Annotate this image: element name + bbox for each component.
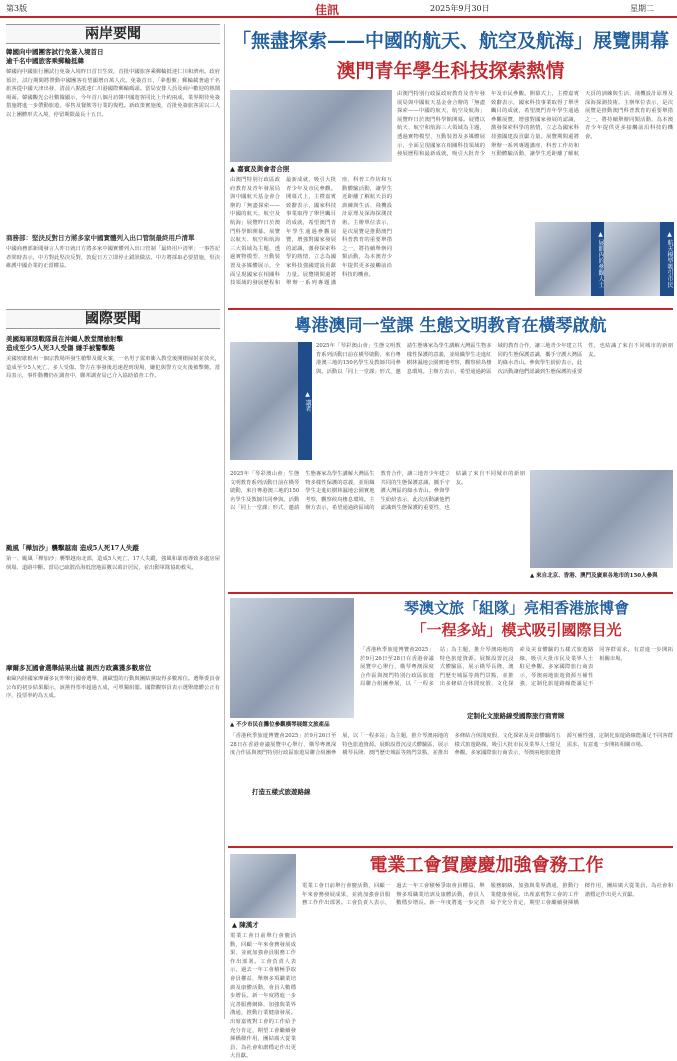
main3-subhead-2: 定制化文旅路線受國際旅行商青睞: [467, 712, 565, 720]
masthead: 佳訊: [315, 3, 340, 17]
main1-article-left: 由澳門特別行政區政府教育及青年發展局與中國航天基金會合辦的「無盡探索——中國的航天、航空及航海」展覽昨日於澳門科學館開幕。展覽以航天、航空和航海三大領域為主題，透過實物模型、互動裝置及多媒體展示，全面呈現國家在相關科技領域的發展歷程和最新成就，吸引大批青少年及市民參觀。開幕式上，主禮嘉賓致辭表示，國家科技事業取得了舉世矚目的成就，希望澳門青年學生通過參觀展覽，增強對國家發展的認識，激發探索科學的熱情，立志為國家科技強國建設貢獻力量。展覽期間還將舉辦一系列專題講座、科普工作坊和互動體驗活動，讓學生近距離了解航天員的訓練與生活、飛機設計原理及深海探測技術。主辦單位表示，是次展覽是推動澳門科普教育的重要舉措之一，將持續舉辦同類活動，為本澳青少年提供更多接觸前沿科技的機會。: [230, 177, 392, 287]
main1-photo-2: [535, 222, 591, 296]
main1-subtitle: 澳門青年學生科技探索熱情: [336, 60, 565, 82]
main3-photo-caption: ▲ 不少市民在攤位參觀橫琴展館文旅產品: [230, 722, 330, 728]
article-moldova: 東歐內陸國家摩爾多瓦昨舉行國會選舉，親歐盟的行動與團結黨取得多數席位。選舉委員會公布的初步結果顯示，該黨得票率超過五成，可單獨組閣。國際觀察員表示選舉總體公正有序，投票率約為五成。: [6, 676, 220, 700]
headline-commerce: 商務部：堅決反對日方將多家中國實體列入出口管制最終用戶清單: [6, 234, 195, 242]
column-divider: [224, 24, 225, 1019]
article-commerce: 中國商務部新聞發言人昨日就日方將多家中國實體列入出口管制「最終用戶清單」一事答記者問時表示，中方對此堅決反對，敦促日方立即停止錯誤做法。中方將採取必要措施，堅決維護中國企業的正當權益。: [6, 246, 220, 270]
subheadline-shooting: 造成至少5人死3人受傷 嫌手被警擊斃: [6, 344, 115, 352]
headline-moldova: 摩爾多瓦國會選舉結果出爐 親西方政黨獲多數席位: [6, 664, 152, 672]
main4-article-right: 電業工會日前舉行會慶活動，回顧一年來會務發展成果，並就加強會員服務工作作出部署。工會負責人表示，過去一年工會積極爭取會員權益，舉辦多項職業培訓及康體活動，會員人數穩步增長。新一年度將進一步完善服務網絡，加強與業界溝通，推動行業健康發展。出席嘉賓對工會的工作給予充分肯定，期望工會繼續發揮橋樑作用，團結廣大從業員，為社會和諧穩定作出更大貢獻。: [302, 883, 673, 907]
divider-2: [228, 592, 673, 594]
section-title-cross-strait: 兩岸要聞: [6, 24, 220, 44]
article-korea-visa: 韓國向中國旅行團試行免簽入境昨日首日生效，首批中國旅客乘郵輪抵達仁川和濟州。政府預計，試行期間將帶動中國團客有望顯增百萬人次。免簽首日，「夢想號」郵輪載著逾千名旅客從中國天津出發，清晨八點抵達仁川港國際郵輪碼頭。當局安排人員及商戶歡迎的熱鬧場面。韓國觀光公社數據顯示，今年首八個月訪韓中國遊客同比上升約兩成，業界期待免簽措施將進一步帶動旅遊、零售及餐飲等行業的復甦。新政策實施後，首批免簽旅客需以三人以上團體形式入境，停留期限最長十五日。: [6, 69, 220, 118]
main1-vertical-caption-2: ▲ 航天模型吸引市民: [660, 222, 674, 296]
main3-article-right: 「香港秋季旅遊博覽會2025」於9月26日至28日在香港會議展覽中心舉行，橫琴粵澳深度合作區與澳門特別行政區旅遊局聯合組團參展，以「一程多站」為主題，推介琴澳兩地的特色旅遊資源。展館設置沉浸式體驗區，展示橫琴長隆、澳門歷史城區等熱門景點，並推出多條結合休閒度假、文化探索及美食體驗的五樣式旅遊路線，吸引大批市民及業界人士駐足參觀。多家國際旅行商表示，琴澳兩地旅遊資源互補性強，定制化旅遊路線能滿足不同客群需求，有意進一步開拓相關市場。: [360, 647, 673, 688]
section-title-international: 國際要聞: [6, 309, 220, 329]
main3-title: 琴澳文旅「組隊」亮相香港旅博會: [403, 599, 629, 617]
main3-subtitle: 「一程多站」模式吸引國際目光: [411, 621, 622, 639]
main3-booth-photo: [230, 598, 354, 718]
main2-group-photo: [530, 470, 673, 568]
main1-group-photo: [230, 90, 392, 162]
main2-photo-caption: ▲ 來自北京、香港、澳門及廣東各地市的150人參與: [530, 573, 658, 579]
main4-portrait-photo: [230, 854, 296, 918]
divider-3: [228, 846, 673, 848]
main4-photo-caption: ▲ 陳漢才: [232, 921, 259, 929]
main2-article-bottom: 2025年「琴彩澳山會」生態文明教育系列活動日前在橫琴啟動，來自粵港澳三地的150名學生及教師共同參與。活動以「同上一堂課」形式，邀請生態專家為學生講解大灣區生物多樣性保護的意義，並組織學生走進紅樹林濕地公園實地考察，觀察候鳥棲息環境。主辦方表示，希望通過跨區域的教育合作，讓三地青少年建立共同的生態保護意識，攜手守護大灣區的綠水青山。參與學生紛紛表示，此次活動讓他們認識到生態保護的重要性，也結識了來自不同城市的新朋友。: [230, 471, 525, 512]
subheadline-korea-visa: 逾千名中國旅客乘郵輪抵韓: [6, 57, 84, 65]
page-header: [0, 0, 677, 18]
article-shooting: 美國密歇根州一個宗教場所發生槍擊及縱火案，一名男子駕車衝入教堂後開槍掃射並放火，造成至少5人死亡、多人受傷。警方在事發後迅速趕到現場，嫌犯與警方交火後被擊斃。當局表示，事件動機仍在調查中，聯邦調查局已介入協助偵查工作。: [6, 356, 220, 380]
left-sidebar: [6, 24, 220, 1019]
main3-article-bottom: 「香港秋季旅遊博覽會2025」於9月26日至28日在香港會議展覽中心舉行，橫琴粵澳深度合作區與澳門特別行政區旅遊局聯合組團參展，以「一程多站」為主題，推介琴澳兩地的特色旅遊資源。展館設置沉浸式體驗區，展示橫琴長隆、澳門歷史城區等熱門景點，並推出多條結合休閒度假、文化探索及美食體驗的五樣式旅遊路線，吸引大批市民及業界人士駐足參觀。多家國際旅行商表示，琴澳兩地旅遊資源互補性強，定制化旅遊路線能滿足不同客群需求，有意進一步開拓相關市場。: [230, 733, 673, 757]
main3-subhead-1: 打造五樣式旅遊路線: [252, 788, 311, 796]
main4-title: 電業工會賀慶慶加強會務工作: [369, 855, 604, 876]
article-typhoon: 第一、颱風「樺加沙」襲擊越南北部，造成5人死亡、17人失蹤，強風和暴雨導致多處房屋倒塌、道路中斷。當局已疏散沿海低窪地區數以萬計居民，並出動軍隊協助救災。: [6, 556, 220, 571]
headline-shooting: 美國海軍陸戰隊員在沖繩人教堂鬧槍射擊: [6, 335, 123, 343]
headline-korea-visa: 韓國向中國團客試行免簽入境首日: [6, 48, 104, 56]
headline-typhoon: 颱風「樺加沙」襲擊越南 造成5人死17人失蹤: [6, 544, 139, 552]
main1-photo-3: [604, 222, 660, 296]
main2-title: 粵港澳同一堂課 生態文明教育在橫琴啟航: [294, 316, 607, 336]
page-number: 第3版: [6, 4, 28, 13]
main2-vertical-caption: ▲ 講者: [298, 342, 312, 460]
weekday: 星期二: [630, 4, 654, 13]
divider-1: [228, 308, 673, 310]
issue-date: 2025年9月30日: [430, 4, 490, 13]
main1-title: 「無盡探索——中國的航天、航空及航海」展覽開幕: [231, 30, 669, 52]
main4-article-left: 電業工會日前舉行會慶活動，回顧一年來會務發展成果，並就加強會員服務工作作出部署。工會負責人表示，過去一年工會積極爭取會員權益，舉辦多項職業培訓及康體活動，會員人數穩步增長。新一年度將進一步完善服務網絡，加強與業界溝通，推動行業健康發展。出席嘉賓對工會的工作給予充分肯定，期望工會繼續發揮橋樑作用，團結廣大從業員，為社會和諧穩定作出更大貢獻。: [230, 933, 296, 1060]
main2-speaker-photo: [230, 342, 298, 460]
main1-vertical-caption-1: ▲ 展館內的參觀人士: [591, 222, 605, 296]
main1-photo-caption: ▲ 嘉賓及與會者合照: [230, 165, 290, 173]
main1-article-right: 由澳門特別行政區政府教育及青年發展局與中國航天基金會合辦的「無盡探索——中國的航天、航空及航海」展覽昨日於澳門科學館開幕。展覽以航天、航空和航海三大領域為主題，透過實物模型、互動裝置及多媒體展示，全面呈現國家在相關科技領域的發展歷程和最新成就，吸引大批青少年及市民參觀。開幕式上，主禮嘉賓致辭表示，國家科技事業取得了舉世矚目的成就，希望澳門青年學生通過參觀展覽，增強對國家發展的認識，激發探索科學的熱情，立志為國家科技強國建設貢獻力量。展覽期間還將舉辦一系列專題講座、科普工作坊和互動體驗活動，讓學生近距離了解航天員的訓練與生活、飛機設計原理及深海探測技術。主辦單位表示，是次展覽是推動澳門科普教育的重要舉措之一，將持續舉辦同類活動，為本澳青少年提供更多接觸前沿科技的機會。: [397, 91, 673, 158]
main2-article-top: 2025年「琴彩澳山會」生態文明教育系列活動日前在橫琴啟動，來自粵港澳三地的150名學生及教師共同參與。活動以「同上一堂課」形式，邀請生態專家為學生講解大灣區生物多樣性保護的意義，並組織學生走進紅樹林濕地公園實地考察，觀察候鳥棲息環境。主辦方表示，希望通過跨區域的教育合作，讓三地青少年建立共同的生態保護意識，攜手守護大灣區的綠水青山。參與學生紛紛表示，此次活動讓他們認識到生態保護的重要性，也結識了來自不同城市的新朋友。: [316, 343, 673, 375]
